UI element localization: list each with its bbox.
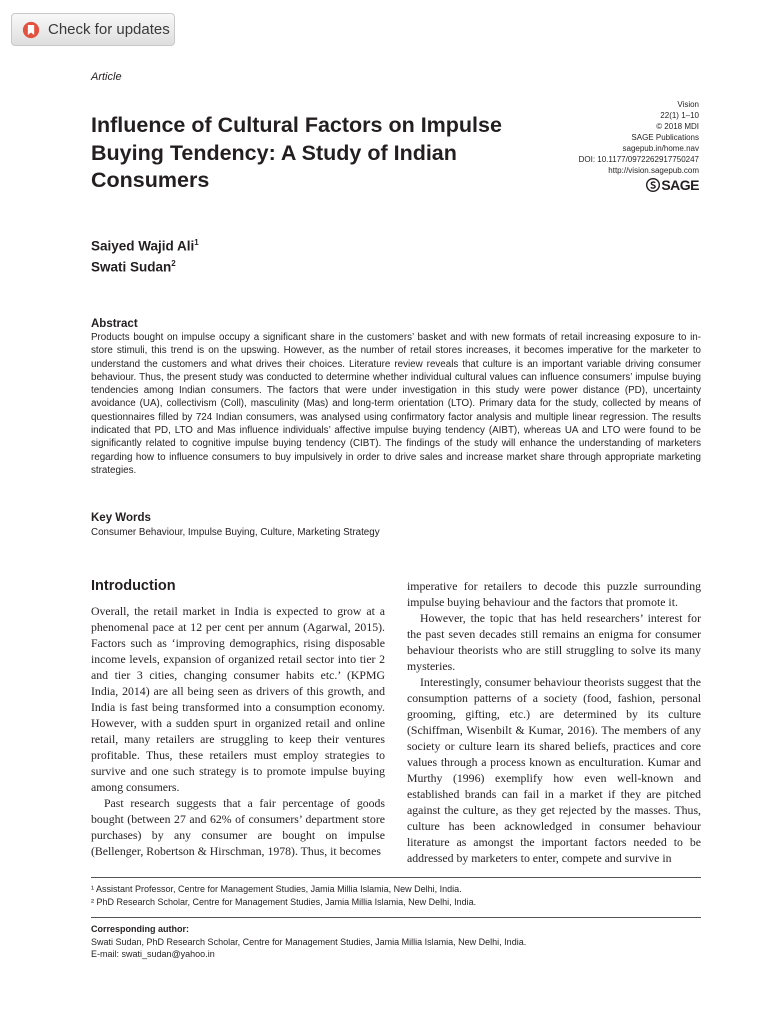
article-title: Influence of Cultural Factors on Impulse Buying Tendency: A Study of Indian Consumers (91, 113, 502, 192)
body-column-left (91, 576, 385, 859)
footnote-divider (91, 877, 701, 878)
abstract-text: Products bought on impulse occupy a significant share in the customers’ basket and with new formats of retail increasing exposure to in-store stimuli, this trend is on the upswing. However, as the number of retail stores increases, it becomes imperative for the marketer to understand the customers and what drives their choices. Literature review reveals that culture is an important variable driving consumer behaviour. Thus, the present study was conducted to determine whether individual cultural values can influence consumers’ impulse buying tendencies among Indian consumers. The factors that were under investigation in this study were power distance (PD), uncertainty avoidance (UA), collectivism (Coll), masculinity (Mas) and long-term orientation (LTO). Primary data for the study, collected by means of questionnaires filled by 724 Indian consumers, was analysed using confirmatory factor analysis and multiple linear regression. The results indicated that PD, LTO and Mas influence individuals’ affective impulse buying tendency (AIBT), whereas UA and LTO were found to be significantly related to cognitive impulse buying tendency (CIBT). The findings of the study will enhance the understanding of marketers regarding how to influence consumers to buy impulsively in order to drive sales and increase market share through appropriate marketing strategies. (91, 332, 701, 476)
correspondence-divider (91, 917, 701, 918)
doi[interactable]: DOI: 10.1177/0972262917750247 (578, 155, 699, 164)
check-for-updates-button[interactable] (11, 13, 175, 46)
body-paragraph: Past research suggests that a fair percentage of goods bought (between 27 and 62% of consumers’ department store purchases) by any consumer are bought on impulse (Bellenger, Robertson & Hirschman, 1978). Thus, it becomes (91, 796, 385, 858)
journal-url[interactable]: http://vision.sagepub.com (608, 166, 699, 175)
journal-meta (479, 99, 699, 176)
article-type: Article (91, 71, 122, 83)
footnotes (91, 883, 476, 908)
footnote: ² PhD Research Scholar, Centre for Management Studies, Jamia Millia Islamia, New Delhi, India. (91, 896, 477, 907)
body-paragraph: However, the topic that has held researchers’ interest for the past seven decades still remains an enigma for consumer behaviour theorists who are still struggling to solve its many mysteries. (407, 611, 701, 673)
corresponding-author (91, 923, 526, 961)
author-name: Saiyed Wajid Ali$^1$ (91, 238, 199, 254)
publisher-url[interactable]: sagepub.in/home.nav (622, 144, 699, 153)
volume-issue: 22(1) 1–10 (660, 111, 699, 120)
keywords-heading: Key Words (91, 512, 151, 524)
body-paragraph: Overall, the retail market in India is expected to grow at a phenomenal pace at 12 per cent per annum (Agarwal, 2015). Factors such as ‘improving demographics, rising disposable income levels, expansion of organized retail sector into tier 2 and tier 3 cities, changing consumer habits etc.’ (KPMG India, 2014) are all being seen as drivers of this growth, and India is fast being transformed into a consumption economy. However, with a sudden spurt in organized retail and online retail, many retailers are struggling to keep their ventures profitable. Thus, these retailers must employ strategies to survive and one such strategy is to promote impulse buying among consumers. (91, 604, 385, 794)
check-for-updates-label: Check for updates (48, 21, 170, 38)
section-heading: Introduction (91, 578, 176, 594)
publisher: SAGE Publications (631, 133, 699, 142)
journal-name: Vision (677, 100, 699, 109)
sage-logo-icon (646, 178, 660, 192)
corresponding-author-heading: Corresponding author: (91, 924, 189, 934)
corresponding-author-details: Swati Sudan, PhD Research Scholar, Centre for Management Studies, Jamia Millia Islamia, New Delhi, India. (91, 936, 527, 947)
sage-logo-text: SAGE (661, 177, 699, 193)
sage-logo (646, 177, 699, 193)
bookmark-icon (22, 21, 40, 39)
copyright: © 2018 MDI (656, 122, 699, 131)
body-paragraph: Interestingly, consumer behaviour theorists suggest that the consumption patterns of a society (food, fashion, personal grooming, gifting, etc.) are determined by its culture (Schiffman, Wisenbilt & Kumar, 2016). The members of any society or culture learn its shared beliefs, practices and core values through a process known as enculturation. Kumar and Murthy (1996) exemplify how even well-known and established brands can fail in a market if they are pitched against the culture, as they get rejected by the masses. Thus, culture has been acknowledged in consumer behaviour literature as amongst the important factors needed to be addressed by marketers to enter, compete and survive in (407, 675, 701, 865)
abstract-heading: Abstract (91, 318, 138, 330)
body-paragraph: imperative for retailers to decode this puzzle surrounding impulse buying behaviour and the factors that promote it. (407, 579, 701, 609)
keywords-text: Consumer Behaviour, Impulse Buying, Culture, Marketing Strategy (91, 527, 380, 538)
author-list (91, 234, 199, 275)
body-column-right (407, 578, 701, 866)
author-name: Swati Sudan$^2$ (91, 258, 176, 274)
corresponding-author-email[interactable]: E-mail: swati_sudan@yahoo.in (91, 949, 215, 959)
footnote: ¹ Assistant Professor, Centre for Management Studies, Jamia Millia Islamia, New Delhi, India. (91, 884, 462, 894)
